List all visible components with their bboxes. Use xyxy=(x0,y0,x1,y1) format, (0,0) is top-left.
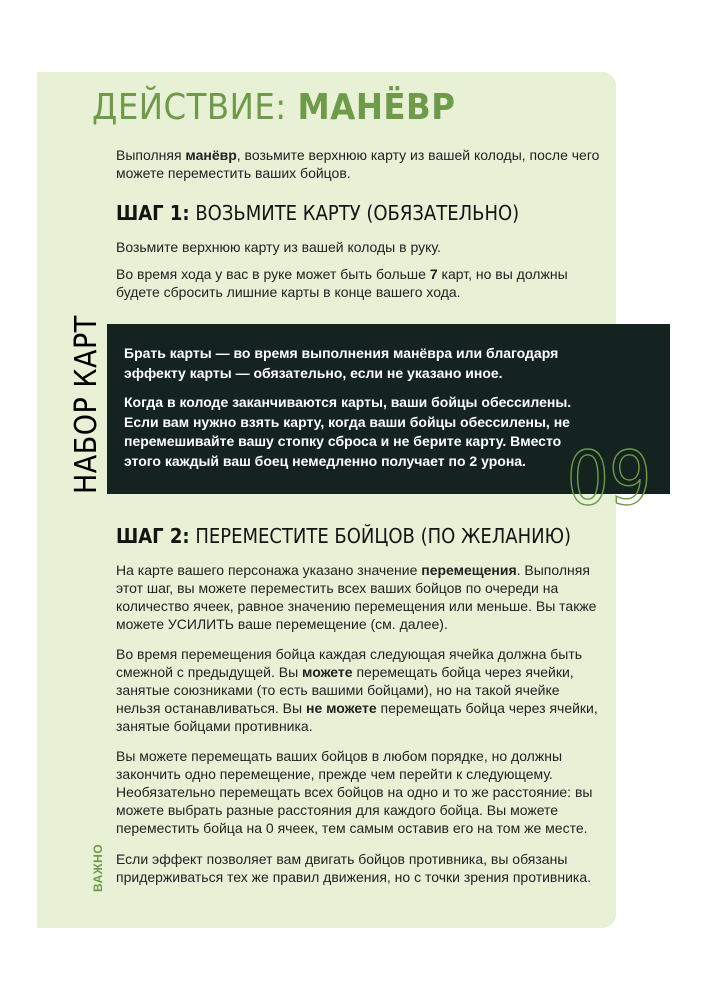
step1-heading-text: ВОЗЬМИТЕ КАРТУ (ОБЯЗАТЕЛЬНО) xyxy=(195,201,520,225)
important-paragraph: Если эффект позволяет вам двигать бойцов противника, вы обязаны придерживаться тех же правил движения, но с точки зрения противника. xyxy=(116,851,592,885)
important-label: ВАЖНО xyxy=(91,843,105,892)
step2-paragraph-3: Вы можете перемещать ваших бойцов в любом порядке, но должны закончить одно перемещение, прежде чем перейти к следующему. Необязательно перемещать всех бойцов на одно и то же расстояние: вы можете выбрать разные расстояния для каждого бойца. Вы можете переместить бойца на 0 ячеек, тем самым оставив его на том же месте. xyxy=(116,748,593,836)
page-number-text: 09 xyxy=(566,436,652,522)
step2-paragraph-1: На карте вашего персонажа указано значение перемещения. Выполняя этот шаг, вы можете переместить всех ваших бойцов по очереди на количество ячеек, равное значению перемещения или меньше. Вы также можете УСИЛИТЬ ваше перемещение (см. далее). xyxy=(116,562,597,632)
step2-heading xyxy=(116,522,571,550)
step2-heading-text: ПЕРЕМЕСТИТЕ БОЙЦОВ (ПО ЖЕЛАНИЮ) xyxy=(195,524,572,548)
step2-label: ШАГ 2: xyxy=(116,524,190,548)
title-action-name: МАНЁВР xyxy=(297,87,456,128)
box-paragraph-1: Брать карты — во время выполнения манёвра или благодаря эффекту карты — обязательно, если не указано иное. xyxy=(124,345,559,381)
step1-paragraph-1: Возьмите верхнюю карту из вашей колоды в руку. xyxy=(116,239,441,255)
step1-heading xyxy=(116,199,519,227)
box-side-label: НАБОР КАРТ xyxy=(69,315,104,494)
step1-label: ШАГ 1: xyxy=(116,201,190,225)
step2-paragraph-2: Во время перемещения бойца каждая следующая ячейка должна быть смежной с предыдущей. Вы можете перемещать бойца через ячейки, занятые союзниками (то есть вашими бойцами), но на такой ячейке нельзя останавливаться. Вы не можете перемещать бойца через ячейки, занятые бойцами противника. xyxy=(116,646,598,734)
title-prefix: ДЕЙСТВИЕ: xyxy=(92,87,287,128)
box-paragraph-2: Когда в колоде заканчиваются карты, ваши бойцы обессилены. Если вам нужно взять карту, когда ваши бойцы обессилены, не перемешивайте вашу стопку сброса и не берите карту. Вместо этого каждый ваш боец немедленно получает по 2 урона. xyxy=(124,394,572,469)
intro-paragraph: Выполняя манёвр, возьмите верхнюю карту из вашей колоды, после чего можете переместить ваших бойцов. xyxy=(116,147,600,181)
step1-paragraph-2: Во время хода у вас в руке может быть больше 7 карт, но вы должны будете сбросить лишние карты в конце вашего хода. xyxy=(116,266,568,300)
page-title xyxy=(92,84,455,132)
page-number xyxy=(566,436,652,522)
